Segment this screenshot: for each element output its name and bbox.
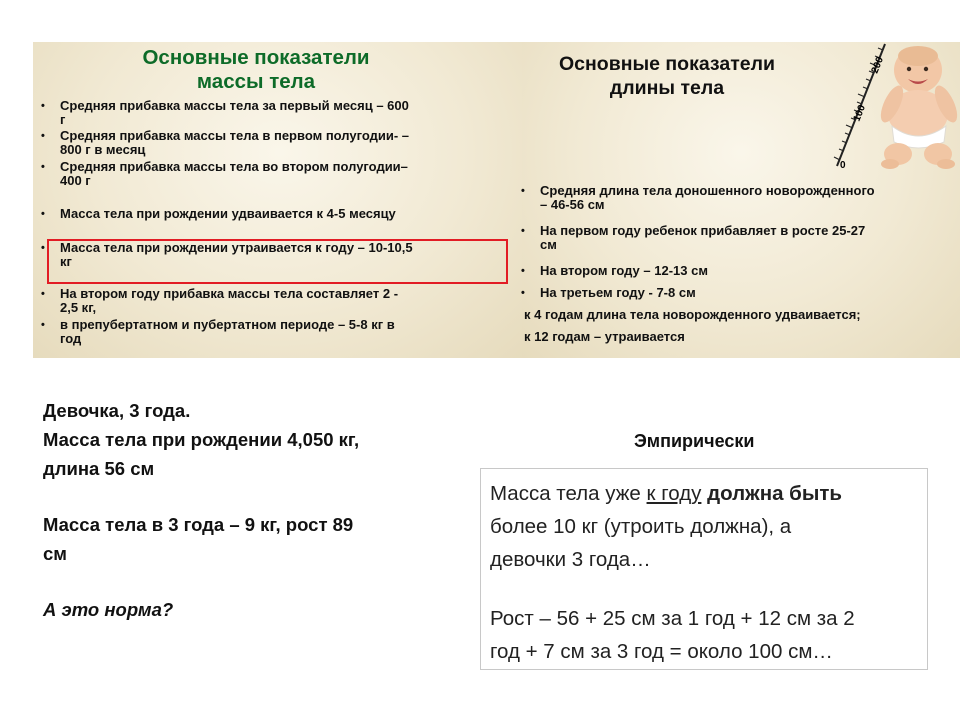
bullet-icon: • [521, 225, 525, 237]
bold-phrase: должна быть [707, 482, 842, 505]
list-item: • На третьем году - 7-8 см [521, 285, 696, 300]
list-item: к 4 годам длина тела новорожденного удваивается; [524, 307, 861, 322]
answer-line-5: год + 7 см за 3 год = около 100 см… [490, 640, 833, 663]
weight-title-line1: Основные показатели [142, 46, 370, 69]
list-item: к 12 годам – утраивается [524, 329, 685, 344]
case-line-birth-weight: Масса тела при рождении 4,050 кг, [43, 429, 360, 450]
case-question: А это норма? [43, 599, 174, 620]
bullet-icon: • [41, 161, 45, 173]
list-item: • Масса тела при рождении утраивается к году – 10-10,5 кг [41, 240, 413, 269]
length-panel-title [522, 52, 812, 100]
case-current-data [43, 510, 443, 568]
list-item: • Средняя длина тела доношенного новорожденного – 46-56 см [521, 183, 875, 212]
bullet-icon: • [521, 287, 525, 299]
bullet-icon: • [41, 208, 45, 220]
list-item: • На первом году ребенок прибавляет в росте 25-27 см [521, 223, 866, 252]
case-line-birth-length: длина 56 см [43, 458, 155, 479]
bullet-icon: • [521, 185, 525, 197]
length-title-line2: длины тела [609, 77, 725, 99]
list-item: • На втором году – 12-13 см [521, 263, 708, 278]
length-title-line1: Основные показатели [559, 53, 775, 75]
weight-indicators-panel [33, 42, 526, 358]
ruler-label-100: 100 [851, 103, 869, 124]
answer-line-4: Рост – 56 + 25 см за 1 год + 12 см за 2 [490, 607, 855, 630]
weight-panel-title [83, 46, 429, 94]
case-line-current-cont: см [43, 543, 67, 564]
answer-line-1: Масса тела уже к году должна быть [490, 482, 842, 505]
case-line-girl: Девочка, 3 года. [43, 400, 191, 421]
bullet-icon: • [41, 130, 45, 142]
bullet-icon: • [41, 288, 45, 300]
bullet-icon: • [41, 242, 45, 254]
answer-line-3: девочки 3 года… [490, 548, 651, 571]
bullet-icon: • [41, 100, 45, 112]
case-line-current: Масса тела в 3 года – 9 кг, рост 89 [43, 514, 354, 535]
highlight-frame [41, 239, 508, 284]
empirical-label: Эмпирически [634, 431, 755, 451]
answer-line-2: более 10 кг (утроить должна), а [490, 515, 792, 538]
list-item: • Средняя прибавка массы тела в первом полугодии- – 800 г в месяц [41, 128, 410, 157]
underlined-phrase: к году [646, 482, 702, 505]
bullet-icon: • [521, 265, 525, 277]
list-item: • Средняя прибавка массы тела за первый месяц – 600 г [41, 98, 409, 127]
case-description [43, 396, 443, 483]
ruler-label-0: 0 [840, 160, 846, 171]
answer-box [480, 468, 928, 670]
list-item: • Средняя прибавка массы тела во втором полугодии– 400 г [41, 159, 408, 188]
baby-photo [868, 42, 960, 174]
list-item: • Масса тела при рождении удваивается к 4-5 месяцу [41, 206, 396, 221]
list-item: • в препубертатном и пубертатном периоде – 5-8 кг в год [41, 317, 395, 346]
weight-title-line2: массы тела [196, 70, 316, 93]
list-item: • На втором году прибавка массы тела составляет 2 - 2,5 кг, [41, 286, 399, 315]
bullet-icon: • [41, 319, 45, 331]
ruler-label-200: 200 [869, 55, 887, 76]
